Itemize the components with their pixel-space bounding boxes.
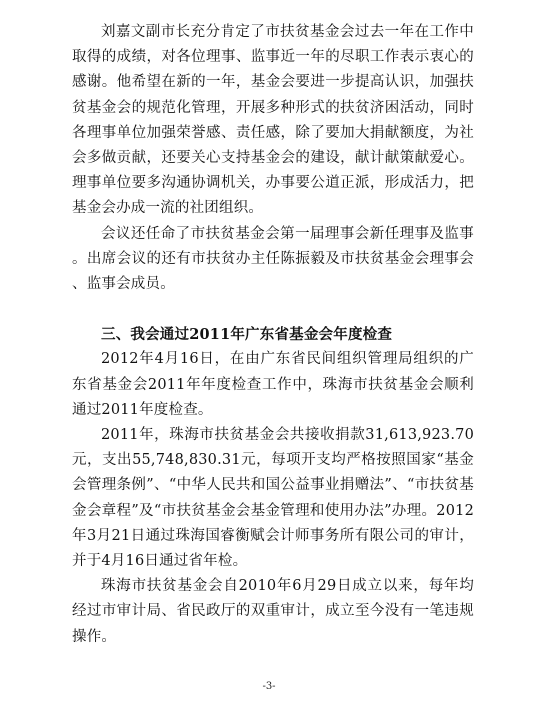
page-number: -3- — [262, 681, 276, 692]
paragraph-inspection-result: 2012年4月16日，在由广东省民间组织管理局组织的广东省基金会2011年年度检查工作中，珠海市扶贫基金会顺利通过2011年度检查。 — [72, 351, 474, 418]
paragraph-vice-mayor-remarks: 刘嘉文副市长充分肯定了市扶贫基金会过去一年在工作中取得的成绩，对各位理事、监事近一年的尽职工作表示衷心的感谢。他希望在新的一年，基金会要进一步提高认识，加强扶贫基金会的规范化管理，开展多种形式的扶贫济困活动，同时各理事单位加强荣誉感、责任感，除了要加大捐献额度，为社会多做贡献，还要关心支持基金会的建设，献计献策献爱心。理事单位要多沟通协调机关，办事要公道正派，形成活力，把基金会办成一流的社团组织。 — [72, 24, 474, 217]
document-body — [72, 20, 474, 650]
paragraph-financial-summary: 2011年，珠海市扶贫基金会共接收捐款31,613,923.70元，支出55,748,830.31元，每项开支均严格按照国家“基金会管理条例”、“中华人民共和国公益事业捐赠法”、“市扶贫基金会章程”及“市扶贫基金会基金管理和使用办法”办理。2012年3月21日通过珠海国睿衡赋会计师事务所有限公司的审计，并于4月16日通过省年检。 — [72, 427, 474, 570]
section-heading-annual-inspection: 三、我会通过2011年广东省基金会年度检查 — [101, 326, 393, 344]
paragraph-audit-history: 珠海市扶贫基金会自2010年6月29日成立以来，每年均经过市审计局、省民政厅的双重审计，成立至今没有一笔违规操作。 — [72, 578, 474, 645]
paragraph-board-appointments: 会议还任命了市扶贫基金会第一届理事会新任理事及监事。出席会议的还有市扶贫办主任陈振毅及市扶贫基金会理事会、监事会成员。 — [72, 225, 474, 293]
